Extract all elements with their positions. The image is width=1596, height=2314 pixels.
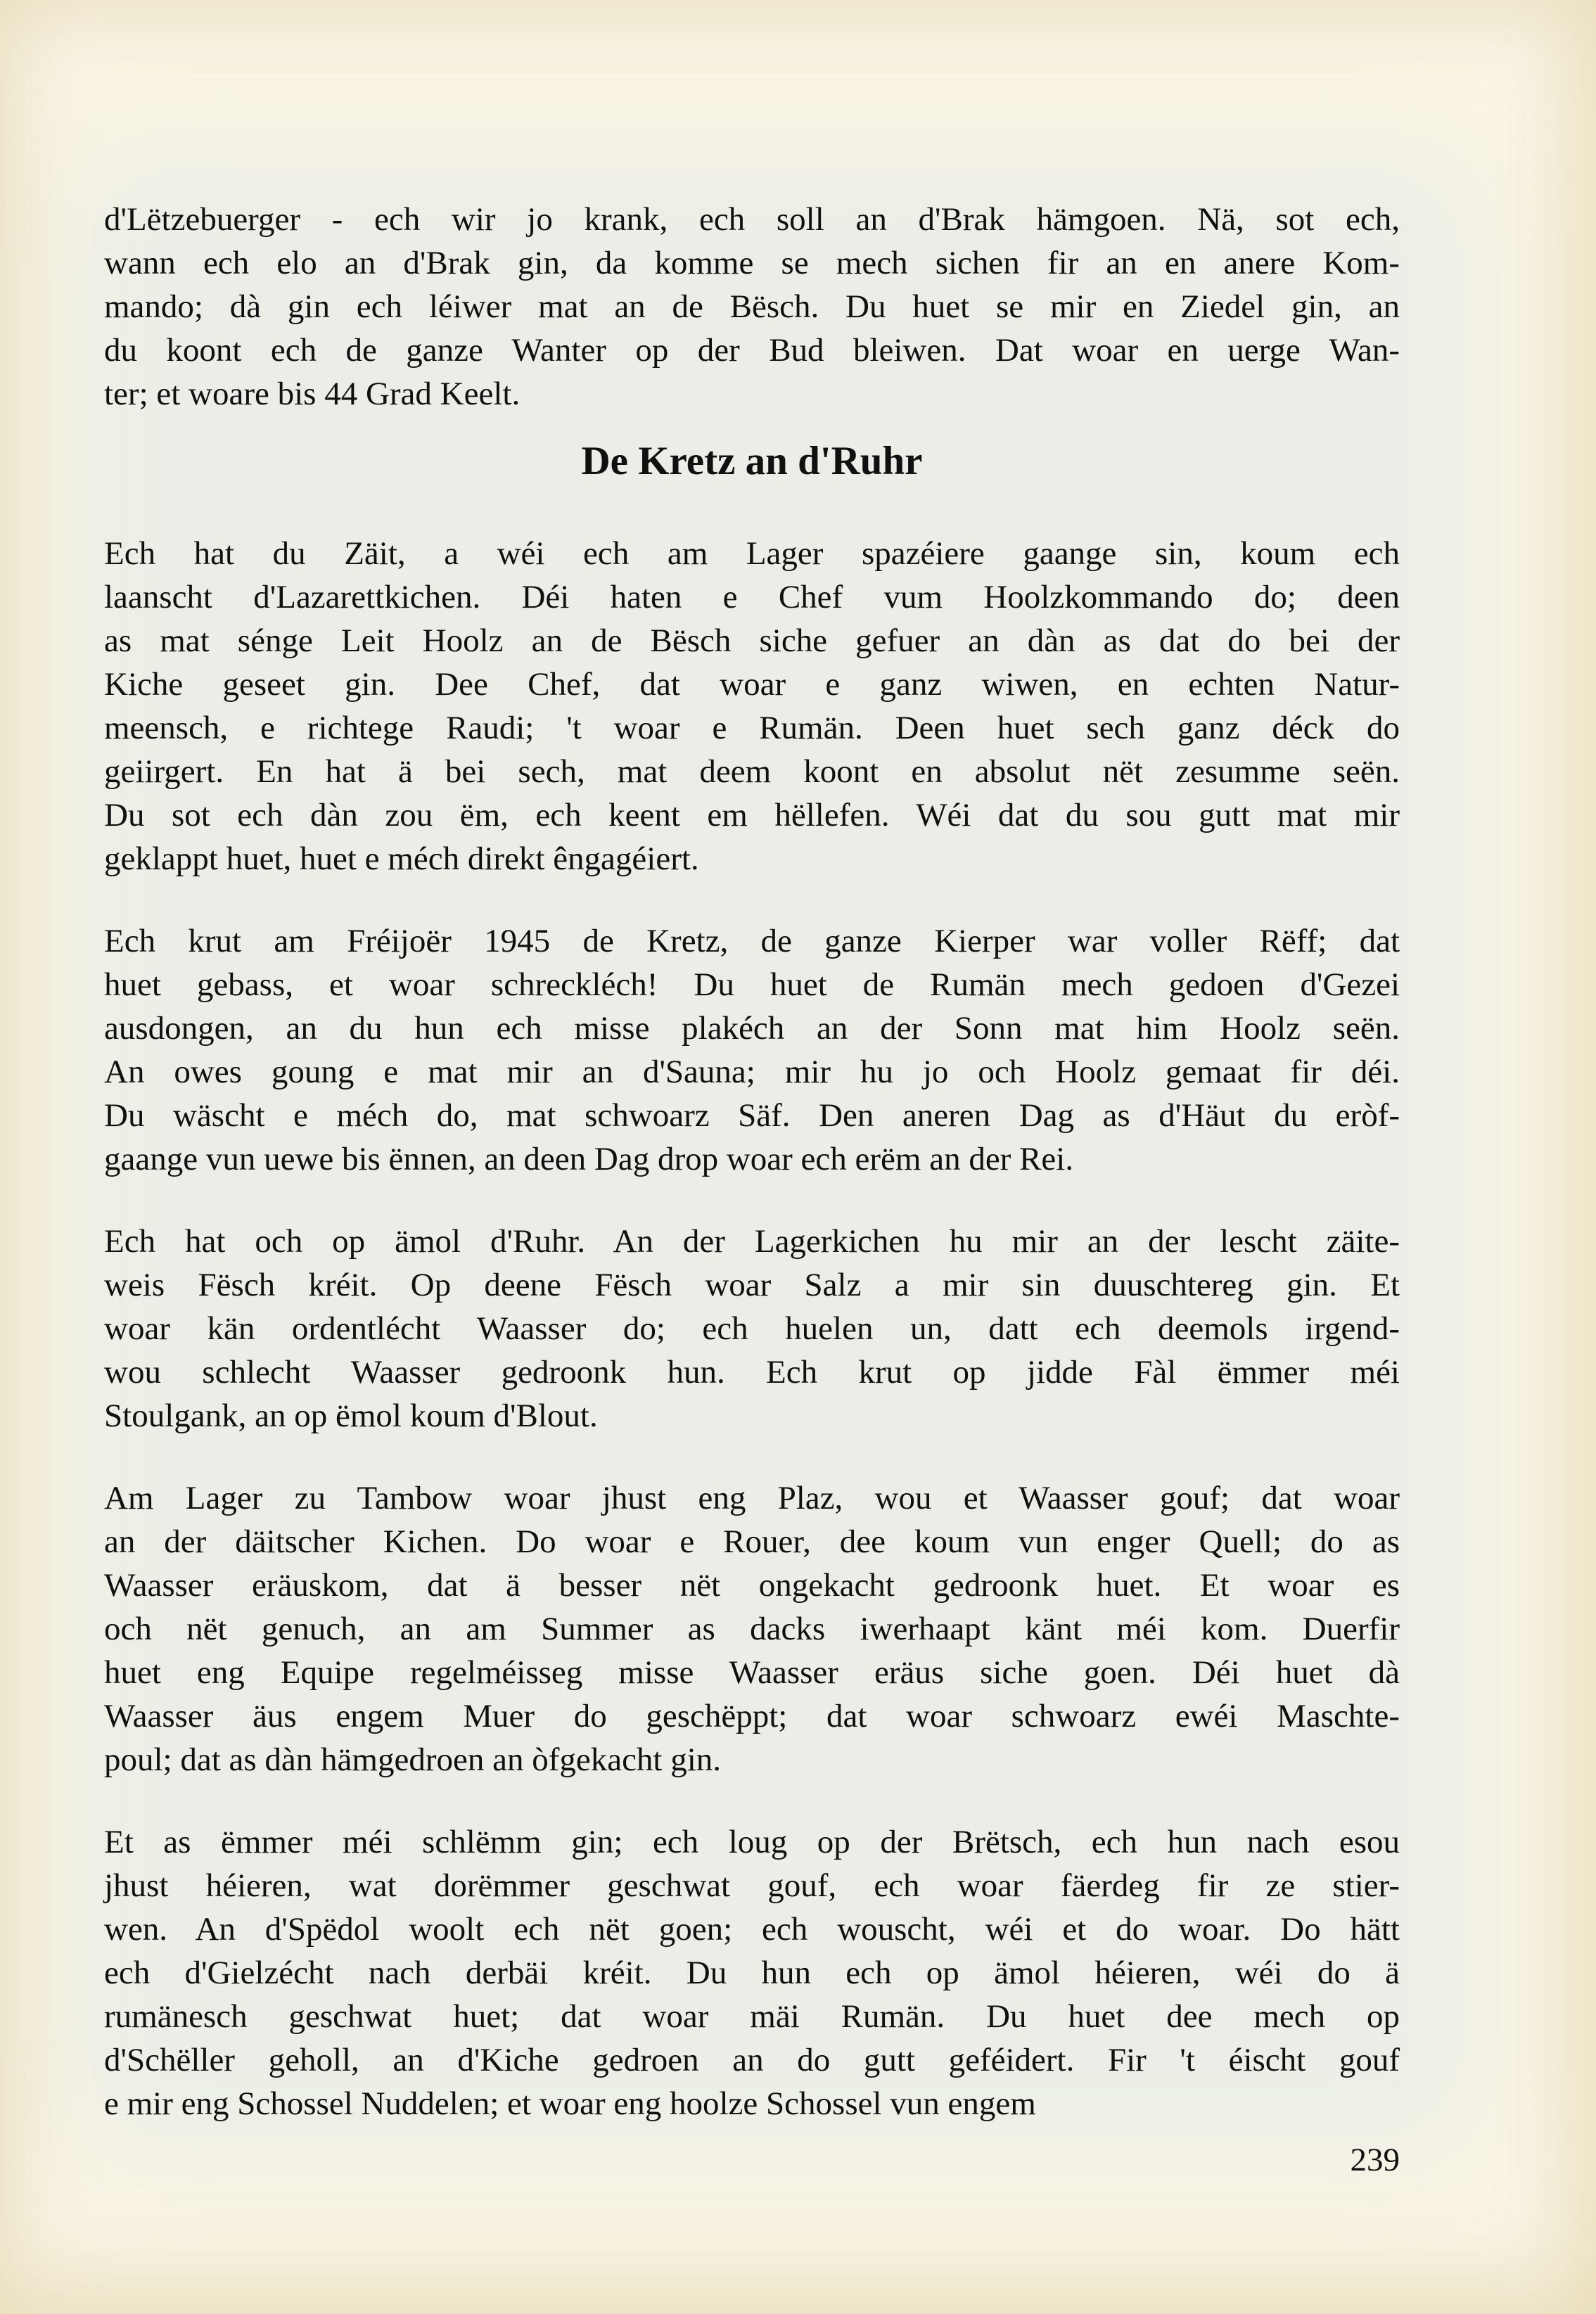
text-line: laanscht d'Lazarettkichen. Déi haten e Chef vum Hoolzkommando do; deen [104, 579, 1400, 615]
text-line: an der däitscher Kichen. Do woar e Rouer, dee koum vun enger Quell; do as [104, 1523, 1400, 1560]
text-line: woar kän ordentlécht Waasser do; ech huelen un, datt ech deemols irgend- [104, 1310, 1400, 1347]
text-line: Am Lager zu Tambow woar jhust eng Plaz, wou et Waasser gouf; dat woar [104, 1480, 1400, 1516]
text-line: ech d'Gielzécht nach derbäi kréit. Du hun ech op ämol héieren, wéi do ä [104, 1955, 1400, 1991]
section-heading: De Kretz an d'Ruhr [581, 439, 923, 483]
text-line: Ech krut am Fréijoër 1945 de Kretz, de ganze Kierper war voller Rëff; dat [104, 923, 1400, 959]
text-line: d'Lëtzebuerger - ech wir jo krank, ech soll an d'Brak hämgoen. Nä, sot ech, [104, 201, 1400, 238]
text-line: poul; dat as dàn hämgedroen an òfgekacht gin. [104, 1741, 722, 1778]
text-line: e mir eng Schossel Nuddelen; et woar eng hoolze Schossel vun engem [104, 2085, 1036, 2122]
paragraph [104, 1820, 1400, 2126]
text-line: Ech hat och op ämol d'Ruhr. An der Lagerkichen hu mir an der lescht zäite- [104, 1223, 1400, 1260]
text-line: geklappt huet, huet e méch direkt êngagéiert. [104, 840, 699, 877]
text-line: Et as ëmmer méi schlëmm gin; ech loug op der Brëtsch, ech hun nach esou [104, 1824, 1400, 1860]
text-line: wann ech elo an d'Brak gin, da komme se mech sichen fir an en anere Kom- [104, 245, 1400, 281]
text-line: meensch, e richtege Raudi; 't woar e Rumän. Deen huet sech ganz déck do [104, 710, 1400, 746]
text-line: Waasser äus engem Muer do geschëppt; dat woar schwoarz ewéi Maschte- [104, 1698, 1400, 1734]
paragraph [104, 1220, 1400, 1438]
text-line: Ech hat du Zäit, a wéi ech am Lager spazéiere gaange sin, koum ech [104, 535, 1400, 572]
text-line: du koont ech de ganze Wanter op der Bud bleiwen. Dat woar en uerge Wan- [104, 332, 1400, 369]
text-line: Waasser eräuskom, dat ä besser nët ongekacht gedroonk huet. Et woar es [104, 1567, 1400, 1604]
text-line: Stoulgank, an op ëmol koum d'Blout. [104, 1398, 598, 1434]
paragraph [104, 1476, 1400, 1782]
paragraph [104, 919, 1400, 1181]
text-line: huet gebass, et woar schreckléch! Du huet de Rumän mech gedoen d'Gezei [104, 966, 1400, 1003]
text-line: Du sot ech dàn zou ëm, ech keent em hëllefen. Wéi dat du sou gutt mat mir [104, 797, 1400, 833]
text-line: rumänesch geschwat huet; dat woar mäi Rumän. Du huet dee mech op [104, 1998, 1400, 2035]
text-line: as mat sénge Leit Hoolz an de Bësch siche gefuer an dàn as dat do bei der [104, 622, 1400, 659]
text-line: jhust héieren, wat dorëmmer geschwat gouf, ech woar fäerdeg fir ze stier- [104, 1867, 1400, 1904]
text-line: huet eng Equipe regelméisseg misse Waasser eräus siche goen. Déi huet dà [104, 1654, 1400, 1691]
text-line: Du wäscht e méch do, mat schwoarz Säf. Den aneren Dag as d'Häut du eròf- [104, 1097, 1400, 1134]
paragraph [104, 198, 1400, 416]
text-line: An owes goung e mat mir an d'Sauna; mir hu jo och Hoolz gemaat fir déi. [104, 1054, 1400, 1090]
text-line: Kiche geseet gin. Dee Chef, dat woar e ganz wiwen, en echten Natur- [104, 666, 1400, 703]
text-block [104, 198, 1400, 2126]
text-line: mando; dà gin ech léiwer mat an de Bësch. Du huet se mir en Ziedel gin, an [104, 288, 1400, 325]
text-line: weis Fësch kréit. Op deene Fësch woar Salz a mir sin duuschtereg gin. Et [104, 1267, 1400, 1303]
text-line: geiirgert. En hat ä bei sech, mat deem koont en absolut nët zesumme seën. [104, 753, 1400, 790]
text-line: wen. An d'Spëdol woolt ech nët goen; ech wouscht, wéi et do woar. Do hätt [104, 1911, 1400, 1948]
text-line: wou schlecht Waasser gedroonk hun. Ech krut op jidde Fàl ëmmer méi [104, 1354, 1400, 1391]
paragraph [104, 532, 1400, 881]
text-line: och nët genuch, an am Summer as dacks iwerhaapt känt méi kom. Duerfir [104, 1611, 1400, 1647]
text-line: ausdongen, an du hun ech misse plakéch an der Sonn mat him Hoolz seën. [104, 1010, 1400, 1047]
text-line: gaange vun uewe bis ënnen, an deen Dag drop woar ech erëm an der Rei. [104, 1141, 1074, 1177]
text-line: ter; et woare bis 44 Grad Keelt. [104, 376, 521, 412]
page-number: 239 [1350, 2142, 1400, 2178]
text-line: d'Schëller geholl, an d'Kiche gedroen an do gutt geféidert. Fir 't éischt gouf [104, 2042, 1400, 2078]
